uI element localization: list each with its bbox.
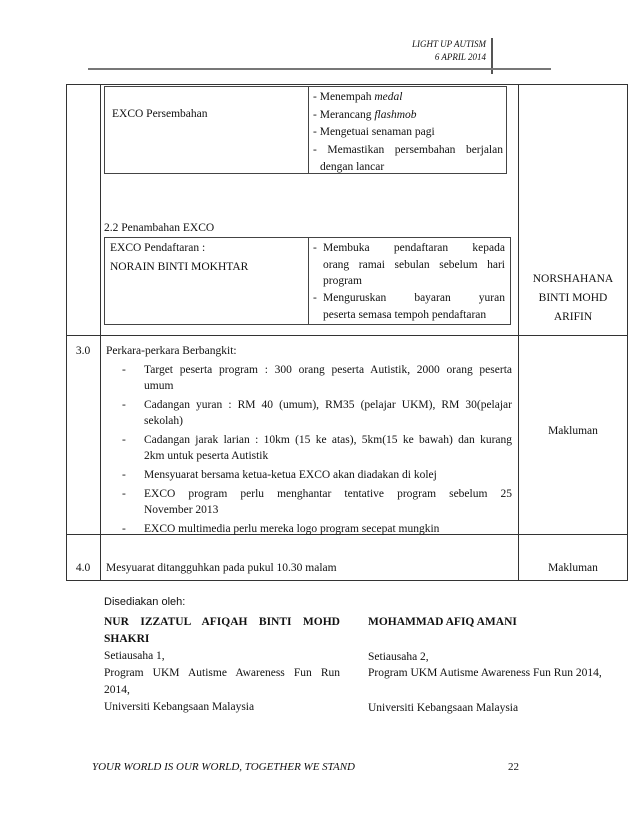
inner-col-divider — [308, 87, 309, 173]
signatory-org-cont: 2014, — [104, 683, 130, 696]
list-item: Membuka pendaftaran kepada orang ramai sebulan sebelum hari program — [323, 242, 505, 288]
exco-pendaftaran-task-list: - Membuka pendaftaran kepada orang ramai sebulan sebelum hari program - Menguruskan bayaran yuran peserta semasa tempoh pendaftaran — [313, 240, 505, 323]
table-row-divider — [67, 335, 627, 336]
signatory-org: Program UKM Autisme Awareness Fun Run 2014, — [368, 667, 602, 680]
exco-pendaftaran-label: EXCO Pendaftaran : NORAIN BINTI MOKHTAR — [110, 242, 249, 273]
signatory-university: Universiti Kebangsaan Malaysia — [104, 701, 255, 714]
signatory-name-cont: SHAKRI — [104, 632, 150, 645]
list-item: - Cadangan yuran : RM 40 (umum), RM35 (pelajar UKM), RM 30(pelajar sekolah) — [122, 399, 512, 427]
exco-persembahan-task-list — [313, 89, 503, 175]
header-title: LIGHT UP AUTISM — [411, 39, 486, 49]
matters-arising-list — [122, 362, 512, 537]
signatory-left — [104, 614, 340, 716]
row-action: Makluman — [548, 425, 598, 437]
page-number: 22 — [508, 761, 519, 773]
signatory-name: NUR IZZATUL AFIQAH BINTI MOHD — [104, 616, 340, 628]
row-number: 4.0 — [75, 562, 91, 574]
row-number: 3.0 — [75, 345, 91, 357]
list-item: - EXCO multimedia perlu mereka logo program secepat mungkin — [122, 523, 440, 535]
list-item: - Target peserta program : 300 orang peserta Autistik, 2000 orang peserta umum — [122, 364, 512, 392]
section-title: 2.2 Penambahan EXCO — [104, 222, 215, 234]
header-date: 6 APRIL 2014 — [434, 52, 486, 62]
row-action: Makluman — [548, 562, 598, 574]
signatory-org: Program UKM Autisme Awareness Fun Run — [104, 667, 340, 680]
signatory-university: Universiti Kebangsaan Malaysia — [368, 702, 519, 715]
list-item: - Mengetuai senaman pagi — [313, 126, 435, 139]
row-title: Perkara-perkara Berbangkit: — [106, 345, 237, 357]
signatory-role: Setiausaha 1, — [104, 650, 165, 663]
table-col-divider — [100, 85, 101, 580]
inner-col-divider — [308, 238, 309, 324]
list-item: - Menguruskan bayaran yuran peserta semasa tempoh pendaftaran — [313, 292, 505, 321]
table-col-divider — [518, 85, 519, 580]
list-item: - Menempah medal — [313, 91, 403, 103]
signatory-role: Setiausaha 2, — [368, 650, 429, 663]
list-item: - Cadangan jarak larian : 10km (15 ke atas), 5km(15 ke bawah) dan kurang 2km untuk peserta Autistik — [122, 434, 512, 462]
signatory-right — [368, 614, 630, 717]
page-header — [380, 38, 486, 64]
signatory-name: MOHAMMAD AFIQ AMANI — [368, 616, 517, 628]
list-item: - EXCO program perlu menghantar tentative program sebelum 25 November 2013 — [122, 488, 512, 516]
list-item: - Memastikan persembahan berjalan — [313, 144, 503, 157]
list-item: - Mensyuarat bersama ketua-ketua EXCO akan diadakan di kolej — [122, 469, 437, 481]
responsible-person: NORSHAHANA BINTI MOHD ARIFIN — [532, 273, 614, 323]
header-divider-horizontal — [88, 68, 551, 70]
list-item: - Merancang flashmob — [313, 108, 417, 121]
exco-persembahan-label: EXCO Persembahan — [112, 108, 208, 120]
list-item-continuation: dengan lancar — [320, 160, 385, 173]
prepared-by-label: Disediakan oleh: — [104, 596, 186, 608]
footer-tagline: YOUR WORLD IS OUR WORLD, TOGETHER WE STAND — [92, 761, 355, 773]
row-text: Mesyuarat ditangguhkan pada pukul 10.30 malam — [106, 562, 337, 574]
